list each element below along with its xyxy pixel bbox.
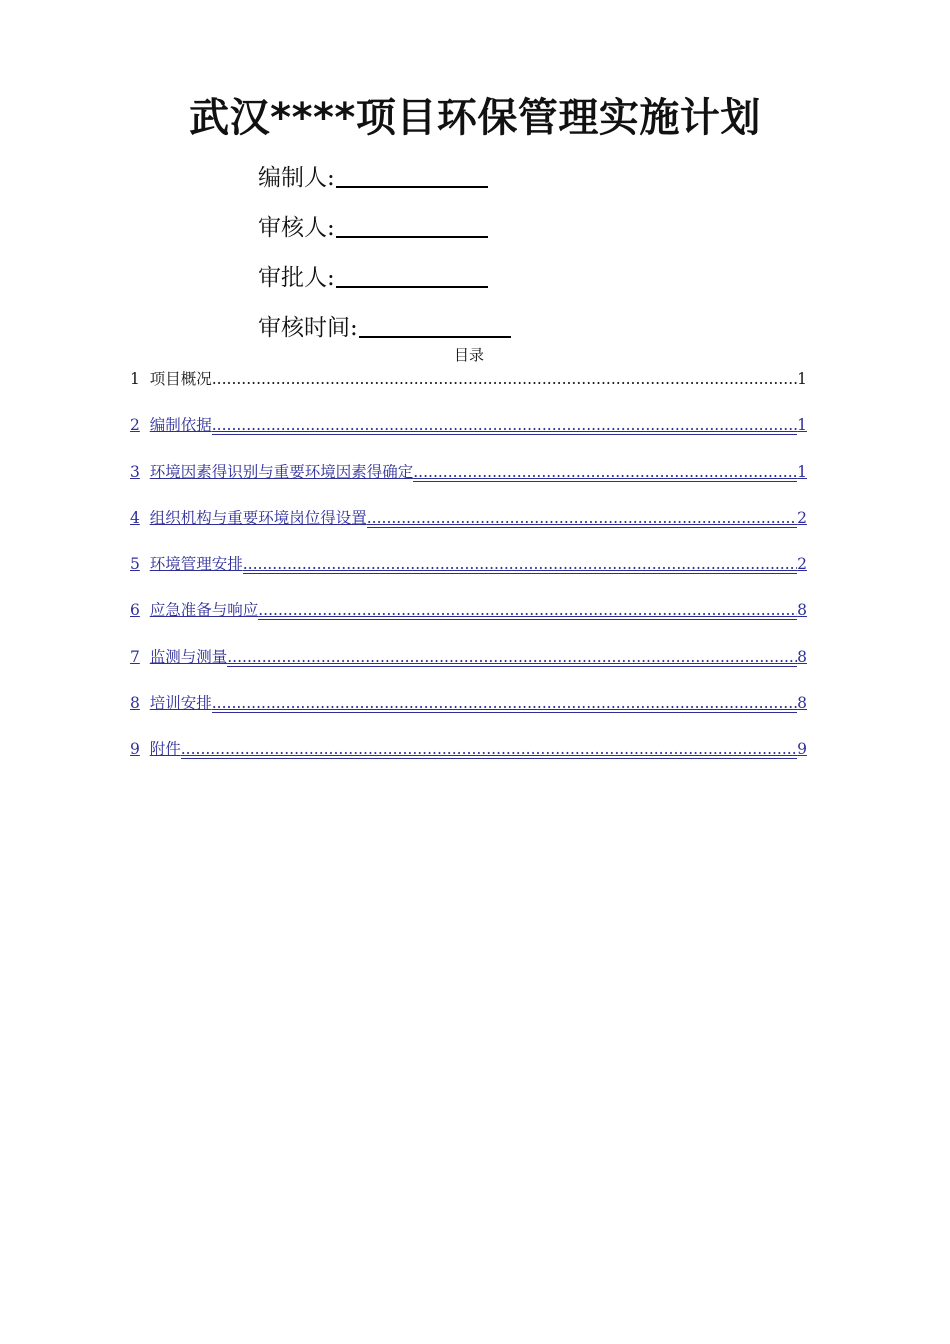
signature-blank-line bbox=[359, 312, 511, 338]
toc-dot-leader bbox=[212, 692, 797, 713]
toc-entry-label: 组织机构与重要环境岗位得设置 bbox=[149, 508, 367, 527]
toc-entry-label: 环境因素得识别与重要环境因素得确定 bbox=[149, 462, 414, 481]
toc-page-number: 1 bbox=[797, 370, 807, 388]
toc-entry-number: 2 bbox=[130, 416, 140, 435]
toc-dot-leader bbox=[258, 599, 797, 620]
signature-row-reviewer bbox=[258, 200, 511, 250]
signature-blank-line bbox=[336, 212, 488, 238]
toc-dot-leader bbox=[181, 738, 797, 759]
toc-entry-number: 3 bbox=[130, 462, 140, 481]
signature-label: 审批人: bbox=[258, 264, 335, 291]
toc-entry-number: 5 bbox=[130, 555, 140, 574]
toc-entry-label: 应急准备与响应 bbox=[149, 601, 259, 620]
toc-dot-leader bbox=[413, 461, 797, 482]
toc-dot-leader bbox=[227, 646, 797, 667]
toc-entry-label: 监测与测量 bbox=[149, 647, 228, 666]
toc-link-attachments[interactable] bbox=[130, 738, 807, 784]
signature-label: 审核时间: bbox=[258, 314, 358, 341]
toc-entry-label: 培训安排 bbox=[149, 694, 212, 713]
toc-dot-leader bbox=[243, 553, 797, 574]
toc-link-emergency-response[interactable] bbox=[130, 599, 807, 645]
signature-blank-line bbox=[336, 262, 488, 288]
signature-blank-line bbox=[336, 162, 488, 188]
toc-link-monitoring[interactable] bbox=[130, 646, 807, 692]
toc-entry-label: 附件 bbox=[149, 740, 181, 759]
toc-page-number: 2 bbox=[797, 555, 807, 574]
toc-link-training[interactable] bbox=[130, 692, 807, 738]
toc-page-number: 9 bbox=[797, 740, 807, 759]
document-title: 武汉****项目环保管理实施计划 bbox=[189, 95, 761, 141]
toc-entry-number: 4 bbox=[130, 508, 140, 527]
signature-block bbox=[258, 150, 511, 350]
toc-entry-project-overview bbox=[130, 368, 807, 414]
signature-row-review-time bbox=[258, 300, 511, 350]
toc-page-number: 8 bbox=[797, 694, 807, 713]
toc-page-number: 2 bbox=[797, 508, 807, 527]
toc-entry-label: 编制依据 bbox=[149, 416, 212, 435]
toc-entry-number: 6 bbox=[130, 601, 140, 620]
toc-entry-number: 7 bbox=[130, 647, 140, 666]
signature-row-approver bbox=[258, 250, 511, 300]
toc-heading: 目录 bbox=[453, 346, 484, 364]
toc-link-compilation-basis[interactable] bbox=[130, 414, 807, 460]
toc-dot-leader bbox=[367, 507, 797, 528]
signature-row-compiler bbox=[258, 150, 511, 200]
toc-entry-number: 8 bbox=[130, 694, 140, 713]
toc-page-number: 1 bbox=[797, 416, 807, 435]
toc-entry-label: 项目概况 bbox=[149, 370, 212, 388]
toc-entry-number: 9 bbox=[130, 740, 140, 759]
signature-label: 编制人: bbox=[258, 164, 335, 191]
toc-entry-label: 环境管理安排 bbox=[149, 555, 243, 574]
toc-page-number: 1 bbox=[797, 462, 807, 481]
toc-link-environmental-factors[interactable] bbox=[130, 461, 807, 507]
toc-dot-leader bbox=[212, 414, 797, 435]
toc-page-number: 8 bbox=[797, 601, 807, 620]
toc-link-organization[interactable] bbox=[130, 507, 807, 553]
toc-entry-number: 1 bbox=[130, 370, 140, 388]
toc-page-number: 8 bbox=[797, 647, 807, 666]
table-of-contents bbox=[130, 368, 807, 785]
toc-dot-leader bbox=[212, 368, 797, 390]
signature-label: 审核人: bbox=[258, 214, 335, 241]
toc-link-environmental-management[interactable] bbox=[130, 553, 807, 599]
